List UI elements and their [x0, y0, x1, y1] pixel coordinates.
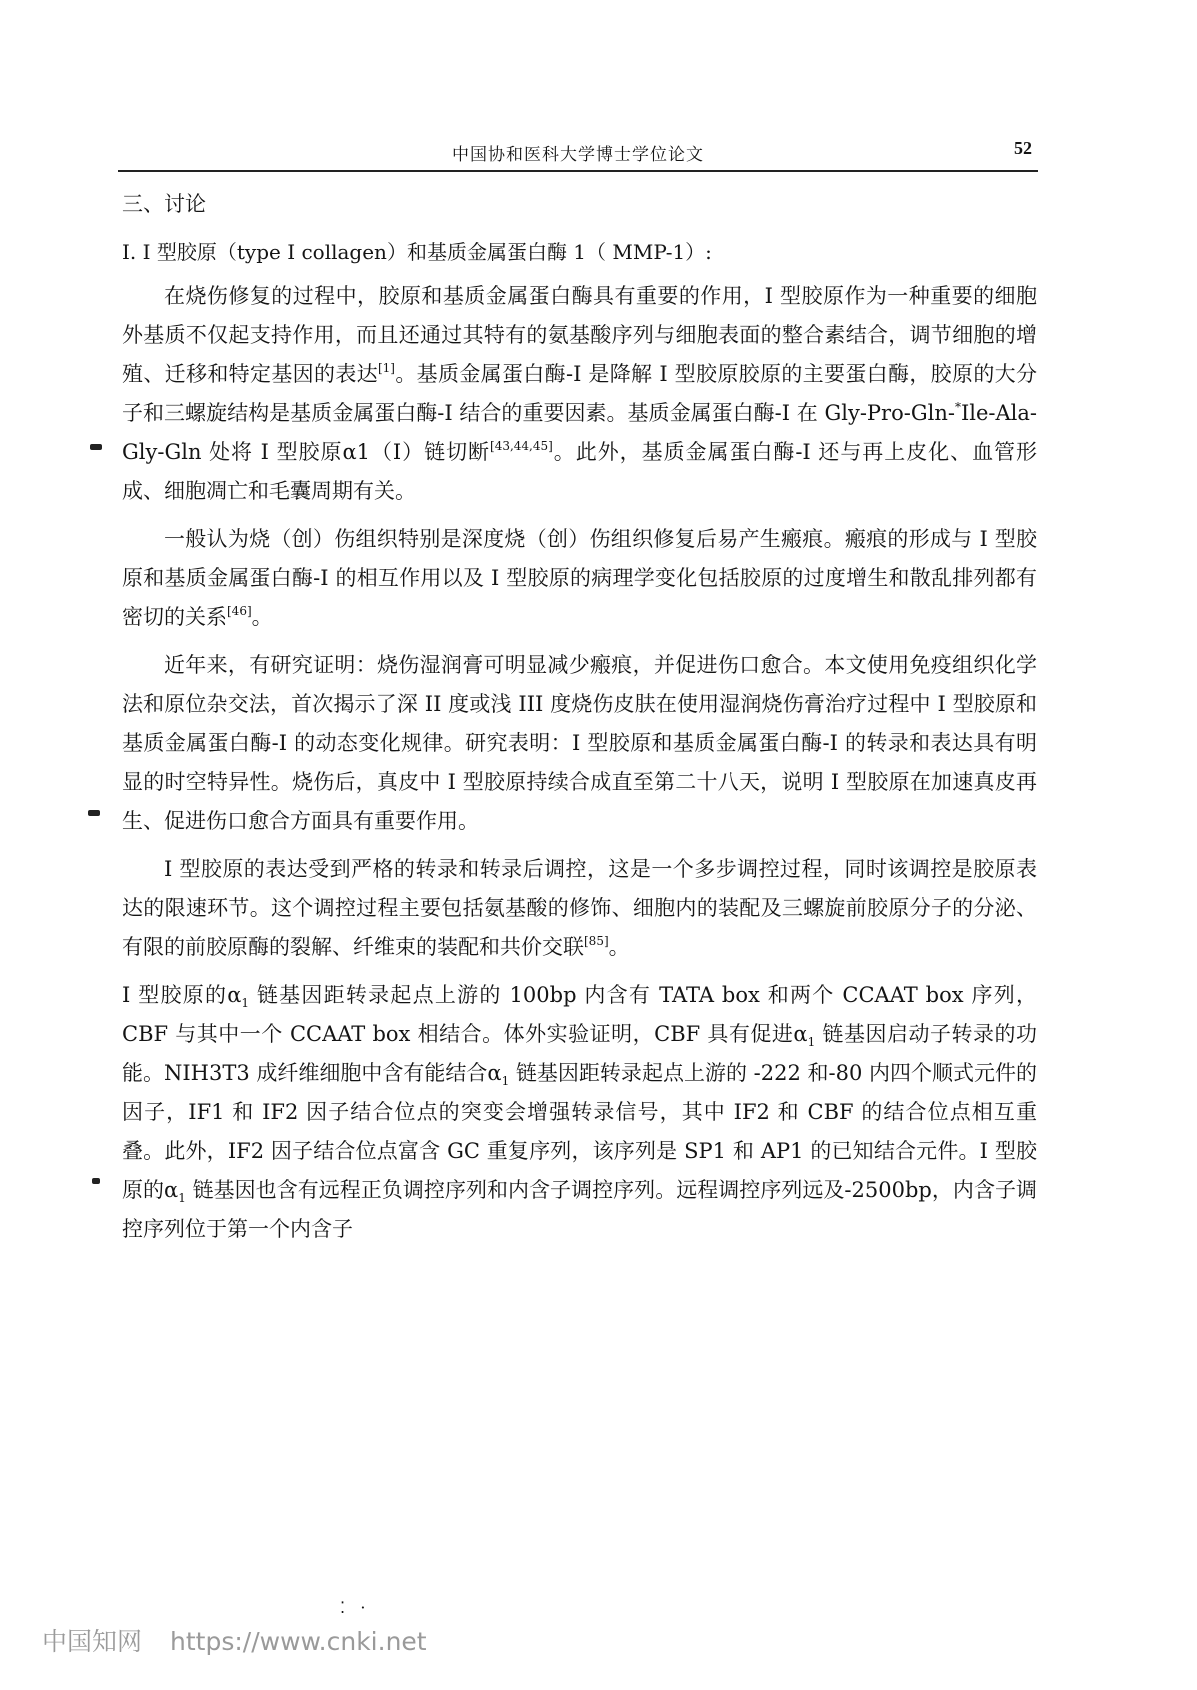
- scan-margin-mark: [92, 1178, 100, 1184]
- subscript: 1: [178, 1191, 186, 1206]
- paragraph-5-text: I 型胶原的α: [122, 983, 242, 1007]
- paragraph-1-text: 。基质金属蛋白酶-I 是降解 I 型胶原胶原的主要蛋白酶，胶原的大分子和三螺旋结构是基质金属蛋白酶-I 结合的重要因素。基质金属蛋白酶-I 在 Gly-Pro-Gln-: [122, 362, 1037, 425]
- citation: [85]: [584, 934, 609, 948]
- page-number: 52: [1014, 138, 1032, 158]
- page-header: [118, 134, 1038, 172]
- paragraph-5-text: 链基因距转录起点上游的 -222 和-80 内四个顺式元件的因子，IF1 和 IF2 因子结合位点的突变会增强转录信号，其中 IF2 和 CBF 的结合位点相互重叠。此外，IF2 因子结合位点富含 GC 重复序列，该序列是 SP1 和 AP1 的已知结合元件。I 型胶原的α: [122, 1061, 1037, 1202]
- paragraph-4-text: I 型胶原的表达受到严格的转录和转录后调控，这是一个多步调控过程，同时该调控是胶原表达的限速环节。这个调控过程主要包括氨基酸的修饰、细胞内的装配及三螺旋前胶原分子的分泌、有限的前胶原酶的裂解、纤维束的装配和共价交联: [122, 857, 1037, 959]
- citation: [43,44,45]: [490, 439, 553, 453]
- scan-artifact: ⁚ ·: [340, 1598, 366, 1617]
- paragraph-5-text: 链基因启动子转录的功能。NIH3T3 成纤维细胞中含有能结合α: [122, 1022, 1037, 1085]
- body-text: [122, 277, 1037, 1258]
- subscript: 1: [501, 1074, 510, 1089]
- subscript: 1: [241, 996, 250, 1011]
- scan-margin-mark: [90, 444, 102, 450]
- paragraph-2: [122, 520, 1037, 637]
- section-title: 三、讨论: [122, 192, 206, 216]
- paragraph-1: [122, 277, 1037, 511]
- watermark-url: https://www.cnki.net: [170, 1627, 427, 1656]
- paragraph-5-text: 链基因也含有远程正负调控序列和内含子调控序列。远程调控序列远及-2500bp，内含子调控序列位于第一个内含子: [122, 1178, 1037, 1241]
- paragraph-1-text: 在烧伤修复的过程中，胶原和基质金属蛋白酶具有重要的作用，I 型胶原作为一种重要的细胞外基质不仅起支持作用，而且还通过其特有的氨基酸序列与细胞表面的整合素结合，调节细胞的增殖、迁移和特定基因的表达: [122, 284, 1037, 386]
- subscript: 1: [807, 1035, 816, 1050]
- paragraph-1-text: 。此外，基质金属蛋白酶-I 还与再上皮化、血管形成、细胞凋亡和毛囊周期有关。: [122, 440, 1037, 503]
- citation: [46]: [227, 604, 252, 618]
- paragraph-5-text: 链基因距转录起点上游的 100bp 内含有 TATA box 和两个 CCAAT box 序列，CBF 与其中一个 CCAAT box 相结合。体外实验证明，CBF 具有促进α: [122, 983, 1037, 1046]
- header-title: 中国协和医科大学博士学位论文: [452, 145, 704, 165]
- watermark: [42, 1622, 427, 1658]
- paragraph-3: [122, 646, 1037, 841]
- paragraph-3-text: 近年来，有研究证明：烧伤湿润膏可明显减少瘢痕，并促进伤口愈合。本文使用免疫组织化学法和原位杂交法，首次揭示了深 II 度或浅 III 度烧伤皮肤在使用湿润烧伤膏治疗过程中 I 型胶原和基质金属蛋白酶-I 的动态变化规律。研究表明：I 型胶原和基质金属蛋白酶-I 的转录和表达具有明显的时空特异性。烧伤后，真皮中 I 型胶原持续合成直至第二十八天，说明 I 型胶原在加速真皮再生、促进伤口愈合方面具有重要作用。: [122, 653, 1037, 833]
- paragraph-2-text: 。: [251, 605, 273, 629]
- cleavage-mark: *: [954, 400, 961, 414]
- paragraph-4-text: 。: [608, 935, 630, 959]
- scan-margin-mark: [88, 810, 100, 816]
- watermark-brand: 中国知网: [42, 1627, 143, 1656]
- citation: [1]: [377, 361, 395, 375]
- paragraph-1-text: Ile-Ala-Gly-Gln 处将 I 型胶原α1（I）链切断: [122, 401, 1037, 464]
- subsection-heading: I. I 型胶原（type I collagen）和基质金属蛋白酶 1（ MMP-1）:: [122, 240, 712, 264]
- paragraph-2-text: 一般认为烧（创）伤组织特别是深度烧（创）伤组织修复后易产生瘢痕。瘢痕的形成与 I 型胶原和基质金属蛋白酶-I 的相互作用以及 I 型胶原的病理学变化包括胶原的过度增生和散乱排列都有密切的关系: [122, 527, 1037, 629]
- paragraph-4: [122, 850, 1037, 967]
- paragraph-5: [122, 976, 1037, 1249]
